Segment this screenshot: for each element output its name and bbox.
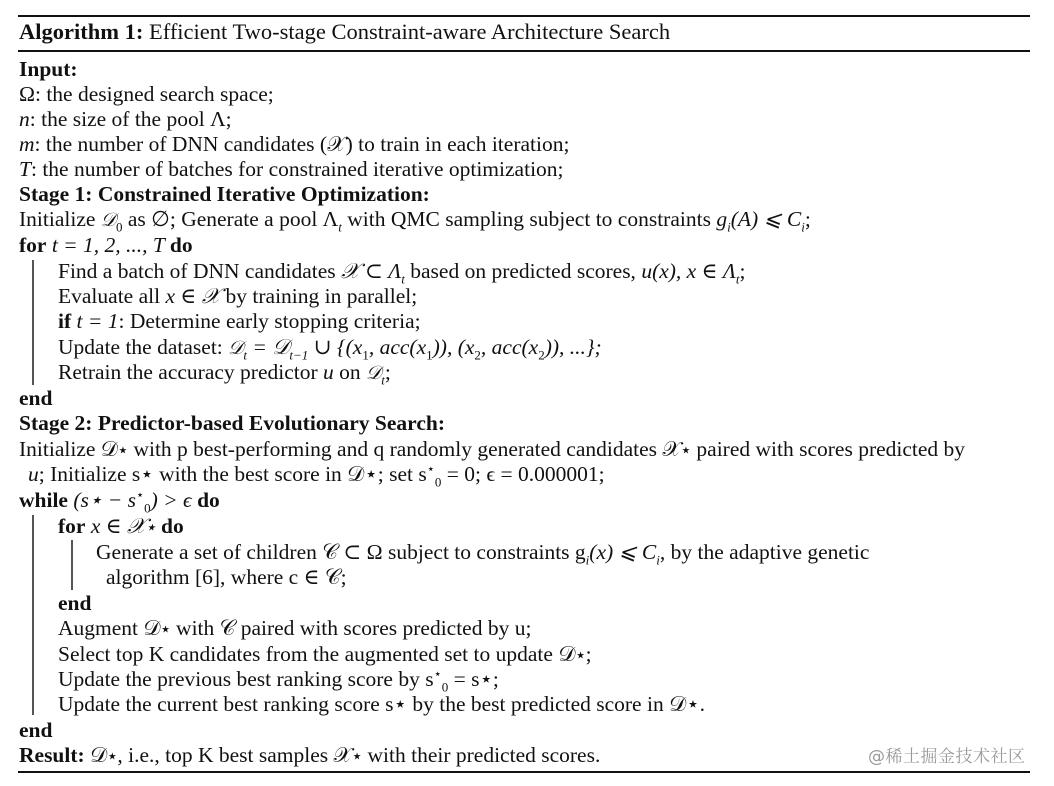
text: : Determine early stopping criteria;	[118, 309, 421, 333]
input-symbol: Ω	[19, 82, 35, 106]
sub: t	[401, 271, 405, 287]
math: x ∈ 𝒳⋆	[85, 514, 162, 538]
input-label: Input:	[19, 57, 78, 81]
stage1-end	[19, 386, 52, 411]
text: Initialize 𝒟⋆ with p best-performing and q randomly generated candidates 𝒳⋆ paired with scores predicted by	[19, 437, 966, 461]
text: Retrain the accuracy predictor	[58, 360, 324, 384]
stage1-step	[58, 335, 602, 363]
math: = 𝒟	[246, 335, 290, 359]
sub: 0	[144, 500, 151, 516]
stage2-step	[58, 616, 531, 641]
text: ;	[384, 360, 391, 384]
text: Update the current best ranking score s⋆ by the best predicted score in 𝒟⋆.	[58, 692, 706, 716]
text: ;	[739, 259, 746, 283]
algorithm-title	[19, 19, 670, 44]
sub: 2	[538, 347, 545, 363]
math: 𝒟	[228, 337, 244, 359]
keyword-while: while	[19, 488, 68, 512]
result-line	[19, 743, 600, 768]
stage2-for-end	[58, 591, 91, 616]
text: ;	[804, 207, 811, 231]
sup: ⋆	[433, 665, 442, 681]
text: Augment 𝒟⋆ with 𝒞 paired with scores predicted by u;	[58, 616, 532, 640]
block-bar	[71, 540, 73, 590]
for-condition: t = 1, 2, ..., T	[46, 233, 170, 257]
result-label: Result:	[19, 743, 85, 767]
stage2-init-cont	[28, 460, 605, 490]
text: with QMC sampling subject to constraints	[341, 207, 717, 231]
keyword-do: do	[161, 514, 184, 538]
sub: 2	[474, 347, 481, 363]
text: ; Initialize s⋆ with the best score in 𝒟⋆; set s	[38, 462, 427, 486]
sub: t	[381, 372, 385, 388]
sub: 0	[441, 679, 449, 695]
stage1-init	[19, 207, 811, 235]
math: , acc(x	[368, 335, 427, 359]
math: t = 1	[71, 309, 119, 333]
stage2-heading	[19, 411, 445, 436]
stage1-for	[19, 233, 193, 258]
sub: t	[735, 271, 740, 287]
stage2-heading-text: Stage 2: Predictor-based Evolutionary Search:	[19, 411, 445, 435]
text: Evaluate all	[58, 284, 166, 308]
stage2-generate	[96, 540, 870, 568]
input-item	[19, 132, 569, 157]
text: , by the adaptive genetic	[659, 540, 870, 564]
text: on	[333, 360, 367, 384]
keyword-if: if	[58, 309, 72, 333]
text: Initialize	[19, 207, 101, 231]
text: Generate a set of children 𝒞 ⊂ Ω subject to constraints g	[96, 540, 586, 564]
input-text: : the designed search space;	[34, 82, 274, 106]
stage2-generate-cont	[106, 565, 347, 590]
input-symbol: m	[19, 132, 35, 156]
text: Select top K candidates from the augmented set to update 𝒟⋆;	[58, 642, 592, 666]
stage1-heading-text: Stage 1: Constrained Iterative Optimization:	[19, 182, 430, 206]
input-text: : the number of DNN candidates (𝒳) to train in each iteration;	[34, 132, 570, 156]
sub: t	[243, 347, 247, 363]
stage2-for	[58, 514, 184, 539]
text: Find a batch of DNN candidates	[58, 259, 342, 283]
math: x ∈ 𝒳	[165, 284, 221, 308]
math: (A) ⩽ C	[730, 207, 802, 231]
sub: 0	[115, 219, 123, 235]
math: (x) ⩽ C	[589, 540, 657, 564]
sub: i	[727, 219, 731, 235]
text: algorithm [6], where c ∈ 𝒞;	[106, 565, 347, 589]
sub: i	[656, 552, 660, 568]
stage2-while	[19, 486, 220, 516]
top-rule	[18, 15, 1030, 17]
text: Update the dataset:	[58, 335, 229, 359]
sup: ⋆	[426, 460, 435, 476]
stage2-step	[58, 642, 592, 667]
math: 𝒳 ⊂ Λ	[341, 259, 402, 283]
stage2-step	[58, 692, 705, 717]
input-item	[19, 107, 232, 132]
math: u	[28, 462, 39, 486]
math: ∪ {(x	[308, 335, 363, 359]
sub: 1	[362, 347, 369, 363]
math: u(x), x ∈ Λ	[641, 259, 736, 283]
sub: i	[801, 219, 805, 235]
math: 𝒟	[366, 362, 382, 384]
title-rule	[18, 50, 1030, 52]
sub: t	[338, 219, 342, 235]
watermark: @稀土掘金技术社区	[868, 747, 1026, 767]
text: as ∅; Generate a pool Λ	[122, 207, 339, 231]
input-text: : the number of batches for constrained iterative optimization;	[30, 157, 564, 181]
math: 𝒟	[100, 209, 116, 231]
stage2-step	[58, 665, 499, 695]
block-bar	[32, 515, 34, 715]
block-bar	[32, 260, 34, 385]
keyword-do: do	[169, 233, 193, 257]
math: u	[323, 360, 334, 384]
math: , acc(x	[480, 335, 539, 359]
text: Update the previous best ranking score by s	[58, 667, 434, 691]
input-symbol: n	[19, 107, 30, 131]
math: )), ...};	[544, 335, 602, 359]
keyword-end: end	[19, 386, 53, 410]
stage1-step	[58, 309, 421, 334]
stage1-step	[58, 284, 417, 309]
algorithm-title-label: Algorithm 1:	[19, 19, 144, 44]
input-text: : the size of the pool Λ;	[29, 107, 232, 131]
math: )), (x	[432, 335, 475, 359]
keyword-for: for	[58, 514, 86, 538]
text: = 0; ϵ = 0.000001;	[441, 462, 605, 486]
sub: i	[585, 552, 590, 568]
math: (s⋆ − s	[67, 488, 136, 512]
stage2-init	[19, 437, 965, 462]
math: ) > ϵ	[150, 488, 198, 512]
sup: ⋆	[135, 486, 145, 502]
result-text: 𝒟⋆, i.e., top K best samples 𝒳⋆ with their predicted scores.	[84, 743, 601, 767]
input-item	[19, 82, 274, 107]
input-symbol: T	[19, 157, 31, 181]
text: based on predicted scores,	[404, 259, 642, 283]
stage1-step	[58, 360, 391, 388]
input-item	[19, 157, 564, 182]
input-heading	[19, 57, 78, 82]
keyword-end: end	[19, 718, 53, 742]
keyword-for: for	[19, 233, 47, 257]
math: g	[716, 207, 728, 231]
keyword-do: do	[197, 488, 220, 512]
sub: 0	[434, 474, 442, 490]
stage1-heading	[19, 182, 430, 207]
sub: t−1	[289, 347, 309, 363]
text: = s⋆;	[448, 667, 499, 691]
keyword-end: end	[58, 591, 92, 615]
algorithm-title-text: Efficient Two-stage Constraint-aware Architecture Search	[143, 19, 671, 44]
text: by training in parallel;	[220, 284, 418, 308]
bottom-rule	[18, 771, 1030, 773]
stage2-end	[19, 718, 52, 743]
sub: 1	[426, 347, 433, 363]
stage1-step	[58, 259, 746, 287]
